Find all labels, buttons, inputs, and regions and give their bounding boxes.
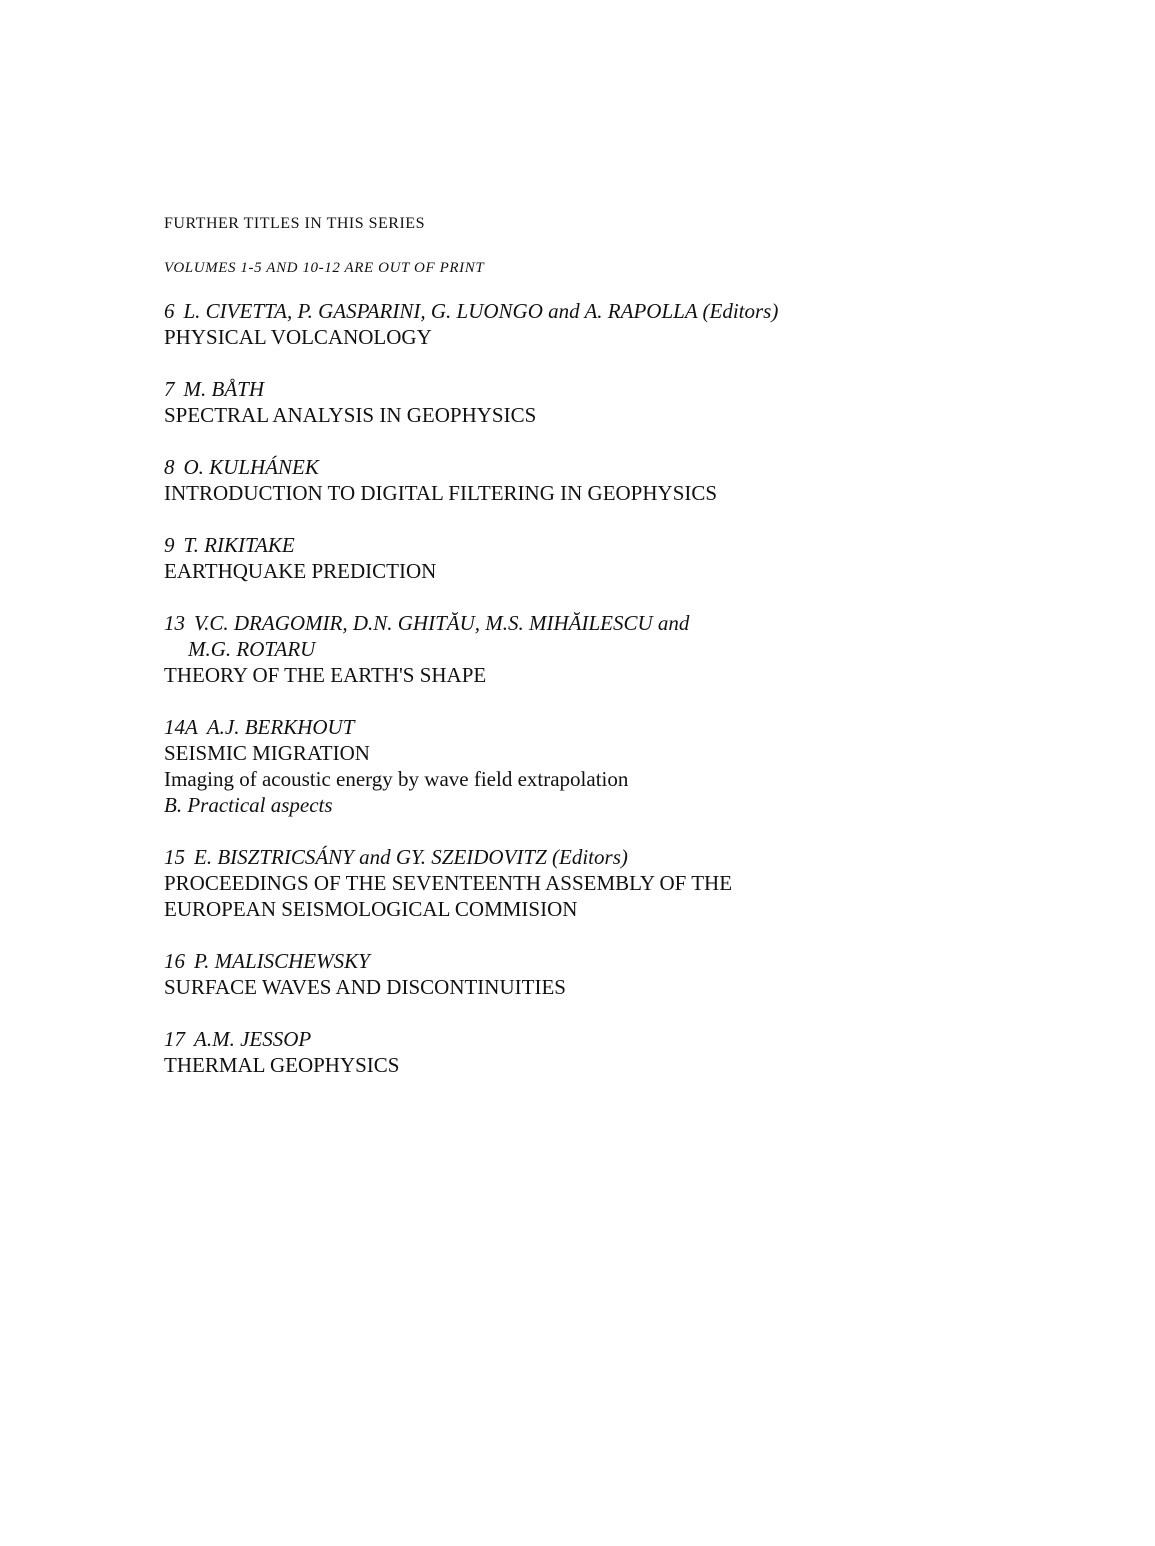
entry-volume: 17: [164, 1027, 185, 1051]
entry-authors: 8 O. KULHÁNEK: [164, 455, 319, 479]
entry-title: THEORY OF THE EARTH'S SHAPE: [164, 663, 487, 687]
entry-volume: 16: [164, 949, 185, 973]
series-entry-15: [164, 844, 1064, 922]
entry-title: PHYSICAL VOLCANOLOGY: [164, 325, 432, 349]
entry-volume: 14A: [164, 715, 198, 739]
entry-title: EARTHQUAKE PREDICTION: [164, 559, 437, 583]
series-entry-17: [164, 1026, 1064, 1078]
series-list-page: [164, 212, 1064, 1104]
entry-title: INTRODUCTION TO DIGITAL FILTERING IN GEOPHYSICS: [164, 481, 718, 505]
entry-title-continued: EUROPEAN SEISMOLOGICAL COMMISION: [164, 897, 578, 921]
entry-volume: 6: [164, 299, 175, 323]
entry-volume: 15: [164, 845, 185, 869]
entry-volume: 13: [164, 611, 185, 635]
entry-title: SEISMIC MIGRATION: [164, 741, 370, 765]
series-entry-16: [164, 948, 1064, 1000]
series-entry-6: [164, 298, 1064, 350]
entry-title: SURFACE WAVES AND DISCONTINUITIES: [164, 975, 566, 999]
entry-authors: 6 L. CIVETTA, P. GASPARINI, G. LUONGO and A. RAPOLLA (Editors): [164, 299, 779, 323]
entry-title: THERMAL GEOPHYSICS: [164, 1053, 400, 1077]
entry-authors: 17 A.M. JESSOP: [164, 1027, 312, 1051]
out-of-print-note: VOLUMES 1-5 AND 10-12 ARE OUT OF PRINT: [164, 260, 485, 276]
entry-subtitle: Imaging of acoustic energy by wave field extrapolation: [164, 767, 629, 791]
entry-part: B. Practical aspects: [164, 793, 333, 817]
entry-authors: 16 P. MALISCHEWSKY: [164, 949, 370, 973]
entry-authors: 15 E. BISZTRICSÁNY and GY. SZEIDOVITZ (Editors): [164, 845, 628, 869]
entry-title: PROCEEDINGS OF THE SEVENTEENTH ASSEMBLY OF THE: [164, 871, 733, 895]
entry-authors: 9 T. RIKITAKE: [164, 533, 295, 557]
series-entry-8: [164, 454, 1064, 506]
series-entry-7: [164, 376, 1064, 428]
entry-authors: 7 M. BÅTH: [164, 377, 264, 401]
series-entry-14a: [164, 714, 1064, 818]
series-heading: FURTHER TITLES IN THIS SERIES: [164, 215, 425, 232]
entry-volume: 7: [164, 377, 175, 401]
series-entry-13: [164, 610, 1064, 688]
entry-authors-continued: M.G. ROTARU: [188, 637, 316, 661]
entry-title: SPECTRAL ANALYSIS IN GEOPHYSICS: [164, 403, 537, 427]
series-entry-9: [164, 532, 1064, 584]
entry-authors: 13 V.C. DRAGOMIR, D.N. GHITĂU, M.S. MIHĂILESCU and: [164, 611, 690, 635]
series-entries: [164, 298, 1064, 1078]
entry-volume: 8: [164, 455, 175, 479]
entry-authors: 14A A.J. BERKHOUT: [164, 715, 355, 739]
entry-volume: 9: [164, 533, 175, 557]
